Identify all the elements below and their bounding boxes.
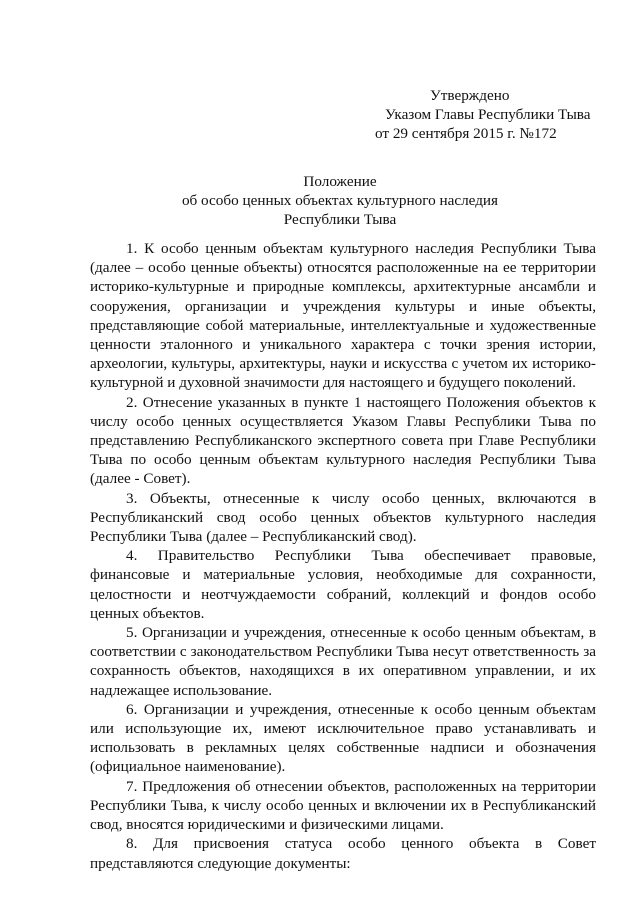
paragraph-3: 3. Объекты, отнесенные к числу особо ценных, включаются в Республиканский свод особо ценных объектов культурного наследия Республики Тыва (далее – Республиканский свод).: [90, 489, 596, 546]
paragraph-6: 6. Организации и учреждения, отнесенные к особо ценным объектам или использующие их, имеют исключительное право устанавливать и использовать в рекламных целях собственные надписи и обозначения (официальное наименование).: [90, 700, 596, 776]
document-body: [90, 239, 596, 873]
approval-line-3: от 29 сентября 2015 г. №172: [375, 125, 557, 142]
approval-line-2: Указом Главы Республики Тыва: [385, 106, 591, 123]
title-line-1: Положение: [303, 173, 377, 190]
paragraph-8: 8. Для присвоения статуса особо ценного объекта в Совет представляются следующие документы:: [90, 835, 596, 872]
paragraph-2: 2. Отнесение указанных в пункте 1 настоящего Положения объектов к числу особо ценных осуществляется Указом Главы Республики Тыва по представлению Республиканского экспертного совета при Главе Республики Тыва по особо ценным объектам культурного наследия Республики Тыва (далее - Совет).: [90, 393, 596, 488]
document-title: [90, 172, 590, 229]
paragraph-5: 5. Организации и учреждения, отнесенные к особо ценным объектам, в соответствии с законодательством Республики Тыва несут ответственность за сохранность объектов, находящихся в их оперативном управлении, и их надлежащее использование.: [90, 624, 596, 699]
title-line-3: Республики Тыва: [283, 211, 397, 228]
title-line-2: об особо ценных объектах культурного наследия: [181, 192, 499, 209]
approval-line-1: Утверждено: [430, 87, 510, 104]
paragraph-7: 7. Предложения об отнесении объектов, расположенных на территории Республики Тыва, к числу особо ценных и включении их в Республиканский свод, вносятся юридическими и физическими лицами.: [90, 777, 596, 834]
paragraph-4: 4. Правительство Республики Тыва обеспечивает правовые, финансовые и материальные условия, необходимые для сохранности, целостности и неотчуждаемости собраний, коллекций и фондов особо ценных объектов.: [90, 547, 596, 622]
approval-stamp: [375, 86, 615, 143]
paragraph-1: 1. К особо ценным объектам культурного наследия Республики Тыва (далее – особо ценные объекты) относятся расположенные на ее территории историко-культурные и природные комплексы, архитектурные ансамбли и сооружения, организации и учреждения культуры и иные объекты, представляющие собой материальные, интеллектуальные и художественные ценности эталонного и уникального характера с точки зрения истории, археологии, культуры, архитектуры, науки и искусства с учетом их историко-культурной и духовной значимости для настоящего и будущего поколений.: [90, 240, 596, 392]
